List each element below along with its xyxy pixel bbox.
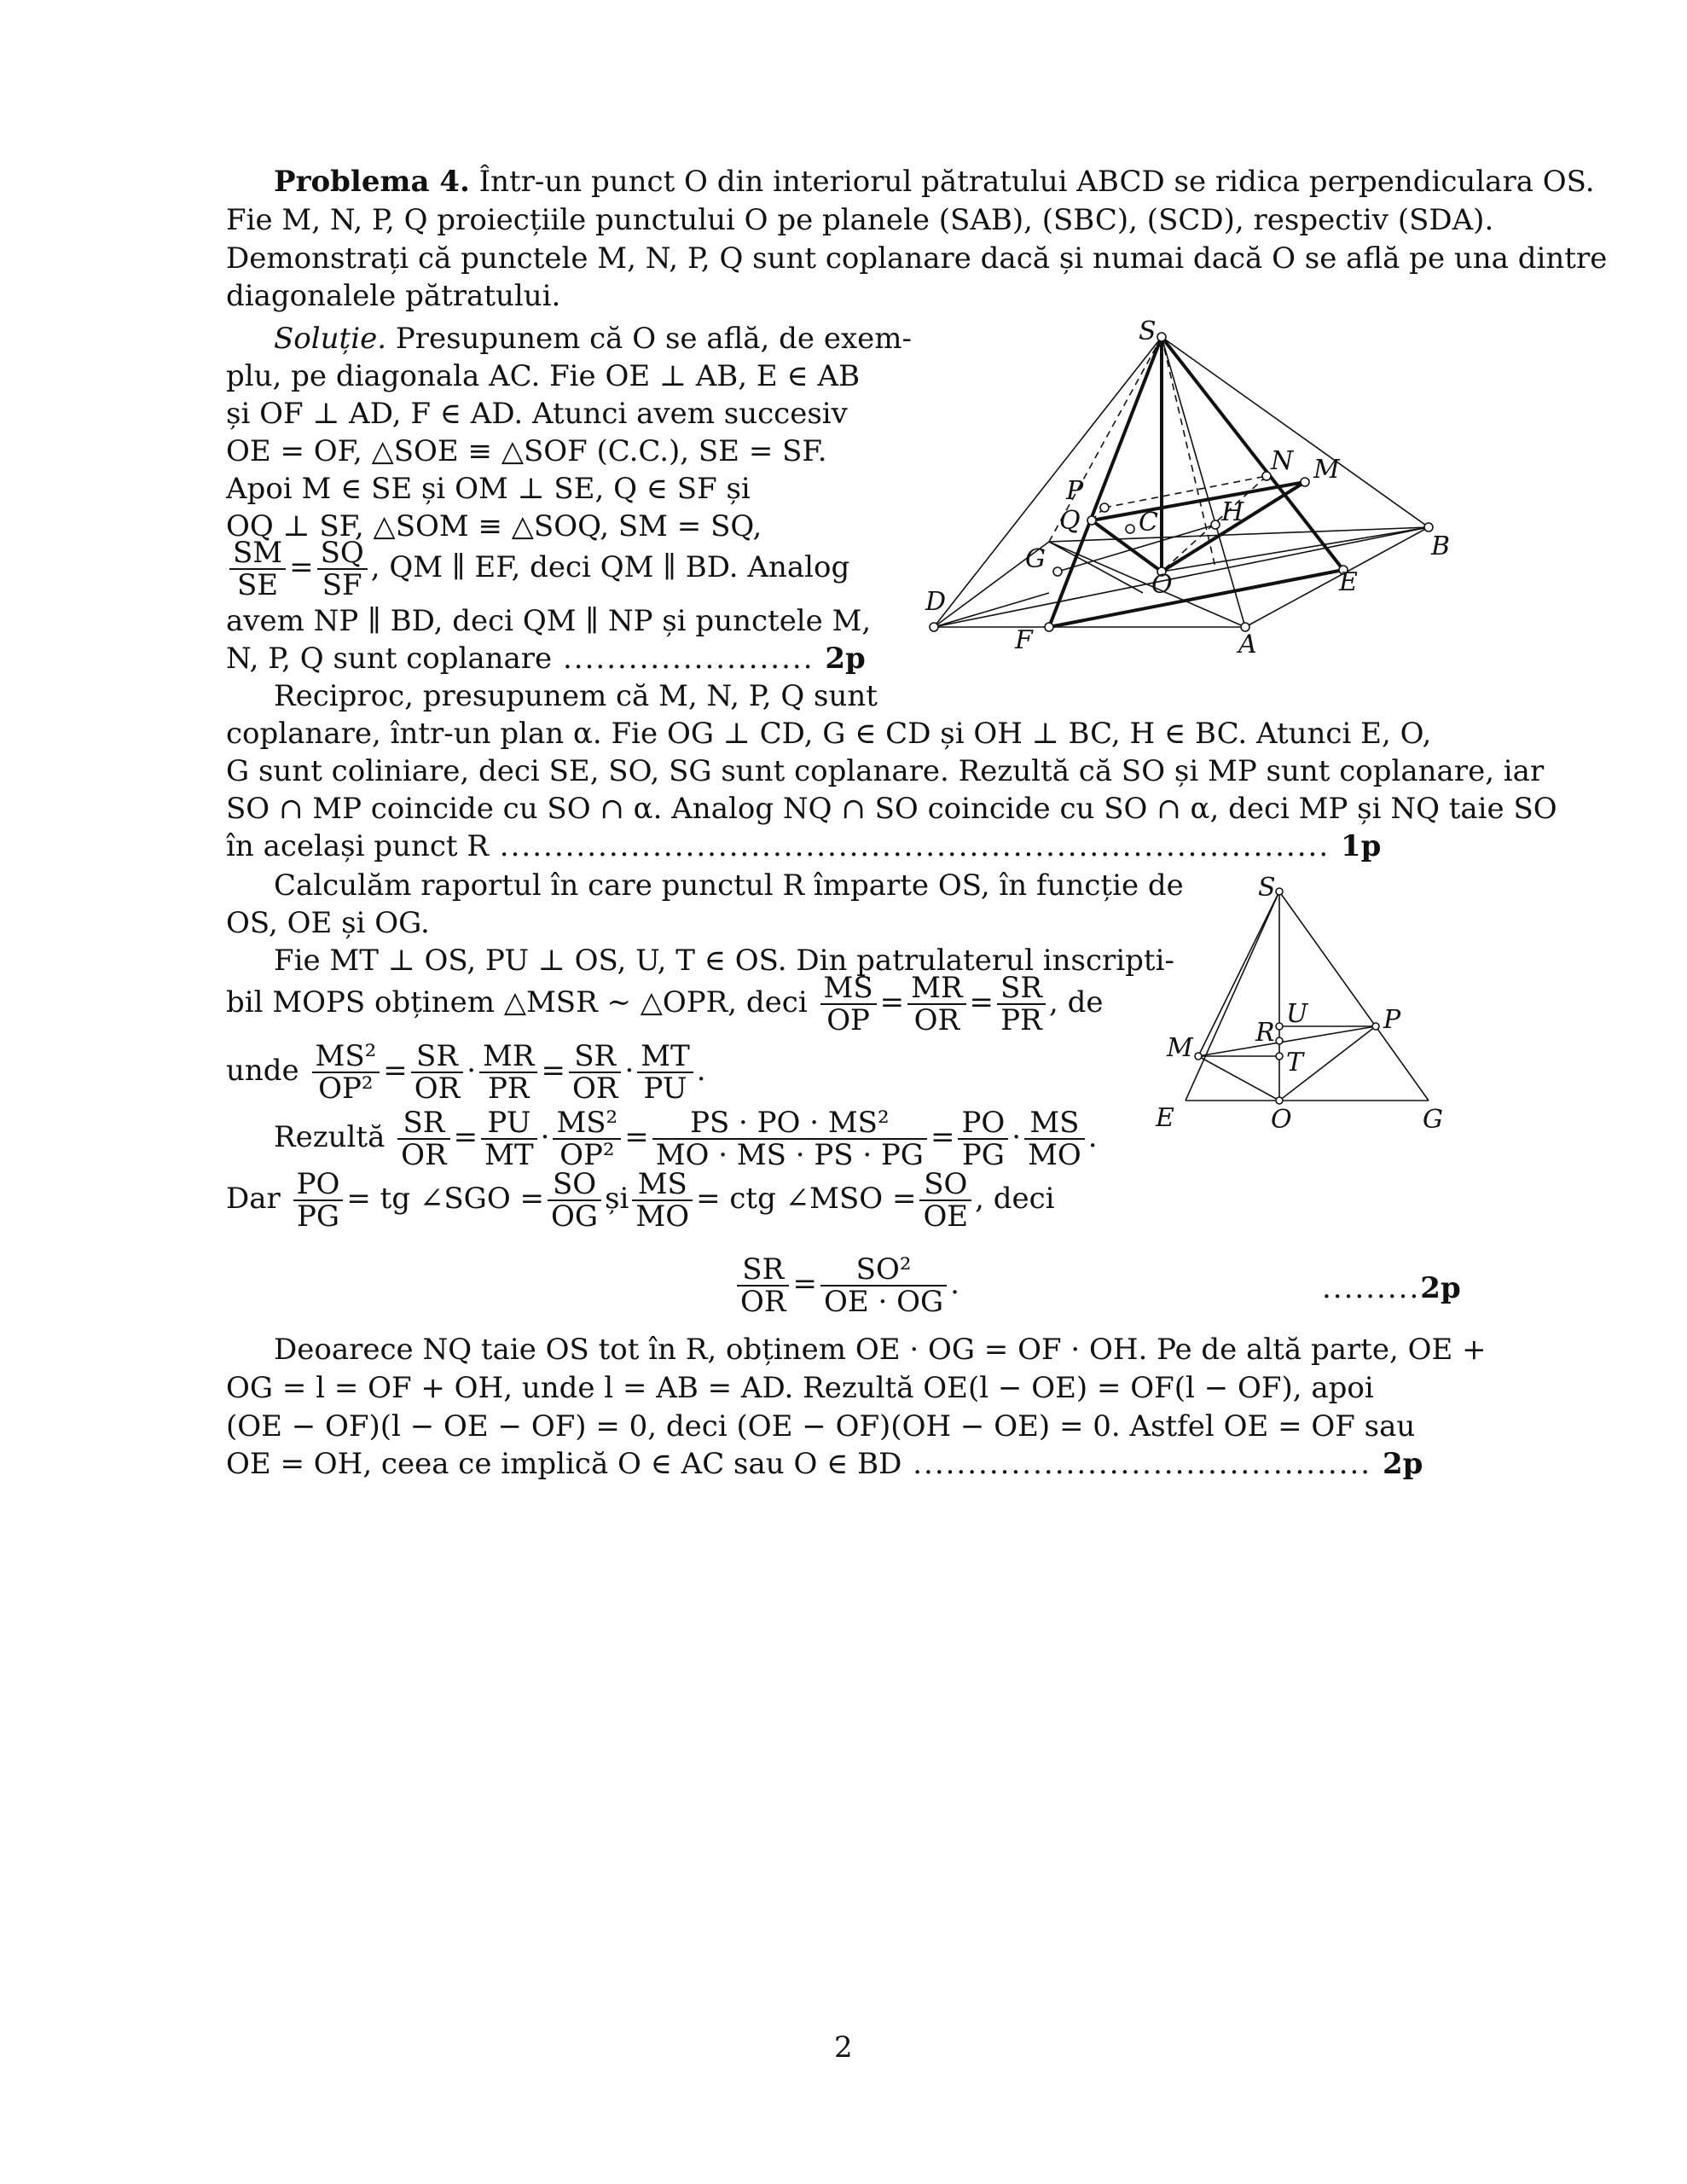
point-M [1301,478,1309,486]
fraction: $\frac{\text{PS · PO · MS²}}{MO \cdot MS \cdot PS \cdot PG}$ [652,1107,927,1170]
point-S [1157,333,1166,341]
label-B: B [1431,531,1450,561]
solution-text: Presupunem că O se află, de exem- [395,322,912,356]
score-badge: 2p [825,642,866,676]
label-O: O [1151,570,1173,600]
label-M: M [1313,455,1340,485]
solution-text: OE = OH, ceea ce implică O ∈ AC sau O ∈ BD [226,1447,902,1481]
solution-line-3: și OF ⊥ AD, F ∈ AD. Atunci avem succesiv [226,397,848,431]
point-T [1276,1053,1283,1060]
equation-text: și [605,1182,629,1216]
page-number: 2 [834,2030,853,2065]
solution-line-5: Apoi M ∈ SE și OM ⊥ SE, Q ∈ SF și [226,472,751,506]
solution-line-1 [274,320,912,358]
label-T: T [1286,1048,1304,1077]
equation-bil: bil MOPS obținem △MSR ∼ △OPR, deci $\frac{MS}{OP}$ = $\frac{MR}{OR}$ = $\frac{SR}{PR}$ , de [226,971,1104,1037]
label-S: S [1139,317,1157,346]
label-A: A [1238,630,1257,659]
point-R [1276,1037,1283,1044]
fraction: $\frac{SO}{OG}$ [548,1169,601,1232]
point-B [1424,523,1433,531]
equation-text: = tg ∠SGO = [346,1182,545,1216]
problem-line-4: diagonalele pătratului. [226,279,561,313]
point-M [1195,1053,1202,1060]
para2-line-1: Reciproc, presupunem că M, N, P, Q sunt [274,679,878,713]
problem-line-1 [274,163,1595,201]
edge-SD [934,337,1162,627]
seg-FE [1049,570,1343,627]
problem-line-3: Demonstrați că punctele M, N, P, Q sunt coplanare dacă și numai dacă O se află pe una dintre [226,241,1608,276]
para2-line-4: SO ∩ MP coincide cu SO ∩ α. Analog NQ ∩ SO coincide cu SO ∩ α, deci MP și NQ taie SO [226,792,1557,826]
label-Q: Q [1059,506,1081,536]
equation-text: = ctg ∠MSO = [696,1182,917,1216]
edge-SB [1162,337,1429,527]
statement-text: Într-un punct O din interiorul pătratului ABCD se ridica perpendiculara OS. [478,165,1595,199]
equation-text: Rezultă [274,1120,386,1154]
seg-MO [1198,1056,1279,1101]
solution-line-4: OE = OF, △SOE ≡ △SOF (C.C.), SE = SF. [226,434,827,468]
fraction: $\frac{SR}{PR}$ [997,973,1046,1036]
para4-line-1: Deoarece NQ taie OS tot în R, obținem OE · OG = OF · OH. Pe de altă parte, OE + [274,1333,1487,1367]
fraction: $\frac{SR}{OR}$ [569,1041,621,1104]
para3-line-1: Calculăm raportul în care punctul R împarte OS, în funcție de [274,868,1184,903]
pyramid-figure [921,316,1450,674]
fraction: $\frac{SQ}{SF}$ [317,537,368,601]
score-badge: 2p [1420,1271,1461,1305]
edge-DA-back [934,593,1049,627]
label-D: D [925,587,947,617]
solution-line-9 [226,640,866,678]
label-P: P [1066,476,1084,506]
equation-text: unde [226,1054,299,1088]
label-E: E [1339,567,1358,597]
label-S: S [1258,873,1276,903]
para3-line-2: OS, OE și OG. [226,906,430,940]
label-O: O [1271,1105,1292,1135]
fraction: $\frac{MS}{OP}$ [820,973,877,1036]
point-U [1276,1023,1283,1030]
point-Q [1087,516,1096,525]
equation-text: , de [1048,985,1104,1019]
fraction: $\frac{SO}{OE}$ [919,1169,971,1232]
point-P [1372,1023,1379,1030]
point-C [1126,525,1134,533]
point-O [1276,1097,1283,1104]
point-P [1100,503,1109,512]
fraction: $\frac{PU}{MT}$ [481,1107,537,1170]
para2-line-3: G sunt coliniare, deci SE, SO, SG sunt coplanare. Rezultă că SO și MP sunt coplanare, iar [226,754,1545,788]
label-G: G [1025,544,1046,574]
equation-text: Dar [226,1182,281,1216]
fraction: $\frac{\text{MS²}}{\text{OP²}}$ [312,1041,380,1104]
para2-line-2: coplanare, într-un plan α. Fie OG ⊥ CD, G ∈ CD și OH ⊥ BC, H ∈ BC. Atunci E, O, [226,717,1432,751]
fraction: $\frac{MS}{MO}$ [632,1169,693,1232]
fraction: $\frac{\text{SO²}}{OE \cdot OG}$ [820,1254,947,1317]
label-N: N [1271,446,1294,476]
score-badge: 1p [1340,829,1382,863]
equation-rezulta: Rezultă $\frac{SR}{OR}$ = $\frac{PU}{MT}$ · $\frac{\text{MS²}}{\text{OP²}}$ = $\frac{\text{PS · PO · MS²}}{MO \cdot MS \cdot PS \cdot PG}$ = $\frac{PO}{PG}$ · $\frac{MS}{MO}$ . [274,1106,1098,1172]
para4-line-4 [226,1445,1423,1484]
score-badge: 2p [1382,1447,1423,1481]
fraction: $\frac{MS}{MO}$ [1024,1107,1085,1170]
label-U: U [1286,999,1308,1029]
dot-leader: ............................................................................ [488,829,1341,863]
side-SE [1186,892,1279,1101]
solution-line-2: plu, pe diagonala AC. Fie OE ⊥ AB, E ∈ AB [226,359,861,393]
point-G [1053,567,1062,576]
fraction: $\frac{SM}{SE}$ [229,537,286,601]
fraction: $\frac{SR}{OR}$ [411,1041,463,1104]
triangle-figure [1151,870,1450,1152]
equation-unde: unde $\frac{\text{MS²}}{\text{OP²}}$ = $\frac{SR}{OR}$ · $\frac{MR}{PR}$ = $\frac{SR}{OR}$ · $\frac{MT}{PU}$ . [226,1039,706,1106]
equation-dar [226,1169,1055,1232]
para3-line-3: Fie MT ⊥ OS, PU ⊥ OS, U, T ∈ OS. Din patrulaterul inscripti- [274,944,1174,978]
fraction: $\frac{MT}{PU}$ [637,1041,693,1104]
solution-text: în același punct R [226,829,489,863]
fraction: $\frac{MR}{OR}$ [907,973,965,1036]
problem-line-2: Fie M, N, P, Q proiecțiile punctului O pe planele (SAB), (SBC), (SCD), respectiv (SDA). [226,203,1494,237]
dot-leader: ......... [1322,1271,1421,1305]
fraction: $\frac{PO}{PG}$ [293,1169,344,1232]
equation-text: , deci [975,1182,1055,1216]
para4-line-3: (OE − OF)(l − OE − OF) = 0, deci (OE − OF)(OH − OE) = 0. Astfel OE = OF sau [226,1409,1416,1443]
point-S [1276,888,1283,895]
label-C: C [1139,508,1158,537]
solution-label: Soluție. [274,322,386,356]
label-H: H [1221,497,1244,527]
equation-result: $\frac{SR}{OR}$ = $\frac{\text{SO²}}{OE \cdot OG}$ . [733,1254,959,1317]
solution-line-7: $\frac{SM}{SE}$ = $\frac{SQ}{SF}$ , QM ∥ EF, deci QM ∥ BD. Analog [226,537,849,601]
para4-line-2: OG = l = OF + OH, unde l = AB = AD. Rezultă OE(l − OE) = OF(l − OF), apoi [226,1371,1374,1405]
solution-line-8: avem NP ∥ BD, deci QM ∥ NP și punctele M, [226,604,872,638]
label-P: P [1383,1005,1401,1035]
fraction: $\frac{\text{MS²}}{\text{OP²}}$ [553,1107,621,1170]
label-F: F [1015,625,1033,655]
label-E: E [1156,1103,1174,1133]
fraction: $\frac{SR}{OR}$ [397,1107,449,1170]
para2-line-5 [226,828,1381,866]
label-G: G [1423,1105,1443,1135]
point-F [1045,623,1053,631]
solution-text: , QM ∥ EF, deci QM ∥ BD. Analog [370,550,850,584]
problem-title: Problema 4. [274,165,470,199]
label-M: M [1167,1033,1193,1063]
point-N [1262,472,1271,480]
fraction: $\frac{PO}{PG}$ [958,1107,1008,1170]
solution-text: N, P, Q sunt coplanare [226,642,553,676]
solution-line-6: OQ ⊥ SF, △SOM ≡ △SOQ, SM = SQ, [226,509,762,543]
fraction: $\frac{SR}{OR}$ [737,1254,789,1317]
edge-SA [1162,337,1245,627]
score-line-3 [1322,1269,1461,1308]
dot-leader: .......................................... [901,1447,1383,1481]
point-D [930,623,938,631]
fraction: $\frac{MR}{PR}$ [479,1041,537,1104]
equation-text: bil MOPS obținem △MSR ∼ △OPR, deci [226,985,808,1019]
dot-leader: ....................... [552,642,826,676]
label-R: R [1255,1018,1275,1048]
point-H [1211,520,1220,529]
